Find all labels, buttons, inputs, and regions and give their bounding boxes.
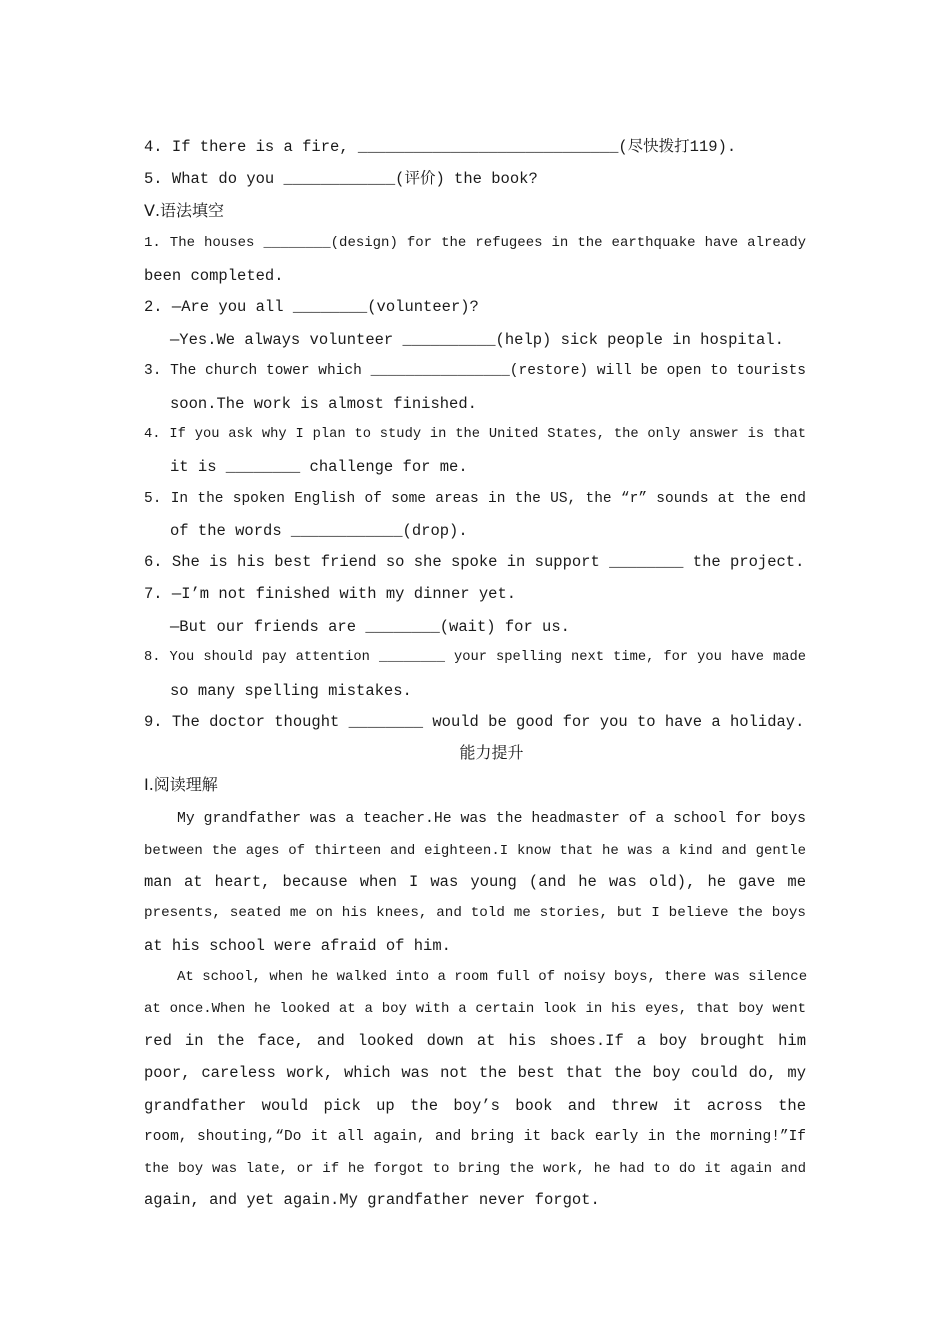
section-v-heading: Ⅴ.语法填空 bbox=[144, 201, 225, 220]
passage-p2-line4: poor, careless work, which was not the best that the boy could do, my bbox=[144, 1064, 806, 1082]
passage-p2-line7: the boy was late, or if he forgot to bring the work, he had to do it again and bbox=[144, 1161, 806, 1177]
grammar-q2-line2: —Yes.We always volunteer __________(help) sick people in hospital. bbox=[170, 331, 784, 349]
grammar-q5-line1: 5. In the spoken English of some areas in the US, the “r” sounds at the end bbox=[144, 491, 806, 507]
grammar-q7-line2: —But our friends are ________(wait) for us. bbox=[170, 618, 570, 636]
translation-item-5: 5. What do you ____________(评价) the book? bbox=[144, 170, 538, 188]
part-title: 能力提升 bbox=[459, 743, 524, 762]
passage-p2-line6: room, shouting,“Do it all again, and bring it back early in the morning!”If bbox=[144, 1129, 806, 1145]
translation-item-4: 4. If there is a fire, ____________________________(尽快拨打119). bbox=[144, 138, 737, 156]
grammar-q9: 9. The doctor thought ________ would be good for you to have a holiday. bbox=[144, 713, 805, 731]
grammar-q4-line2: it is ________ challenge for me. bbox=[170, 458, 468, 476]
passage-p2-line5: grandfather would pick up the boy’s book and threw it across the bbox=[144, 1097, 806, 1115]
section-i-heading: Ⅰ.阅读理解 bbox=[144, 775, 218, 794]
passage-p2-line8: again, and yet again.My grandfather never forgot. bbox=[144, 1191, 600, 1209]
passage-p2-line1: At school, when he walked into a room full of noisy boys, there was silence bbox=[177, 969, 808, 985]
grammar-q6: 6. She is his best friend so she spoke in support ________ the project. bbox=[144, 553, 805, 571]
grammar-q3-line1: 3. The church tower which ________________(restore) will be open to tourists bbox=[144, 363, 806, 379]
grammar-q5-line2: of the words ____________(drop). bbox=[170, 522, 468, 540]
grammar-q1-line1: 1. The houses ________(design) for the refugees in the earthquake have already bbox=[144, 235, 806, 251]
grammar-q1-line2: been completed. bbox=[144, 267, 284, 285]
passage-p1-line5: at his school were afraid of him. bbox=[144, 937, 451, 955]
grammar-q7-line1: 7. —I’m not finished with my dinner yet. bbox=[144, 585, 517, 603]
passage-p2-line2: at once.When he looked at a boy with a certain look in his eyes, that boy went bbox=[144, 1001, 806, 1017]
grammar-q8-line1: 8. You should pay attention ________ your spelling next time, for you have made bbox=[144, 650, 806, 665]
grammar-q4-line1: 4. If you ask why I plan to study in the United States, the only answer is that bbox=[144, 427, 806, 442]
grammar-q3-line2: soon.The work is almost finished. bbox=[170, 395, 477, 413]
grammar-q2-line1: 2. —Are you all ________(volunteer)? bbox=[144, 298, 479, 316]
passage-p1-line2: between the ages of thirteen and eighteen.I know that he was a kind and gentle bbox=[144, 843, 806, 859]
passage-p1-line3: man at heart, because when I was young (and he was old), he gave me bbox=[144, 873, 806, 891]
passage-p1-line4: presents, seated me on his knees, and told me stories, but I believe the boys bbox=[144, 905, 806, 921]
passage-p2-line3: red in the face, and looked down at his shoes.If a boy brought him bbox=[144, 1032, 806, 1050]
grammar-q8-line2: so many spelling mistakes. bbox=[170, 682, 412, 700]
passage-p1-line1: My grandfather was a teacher.He was the headmaster of a school for boys bbox=[177, 811, 806, 827]
